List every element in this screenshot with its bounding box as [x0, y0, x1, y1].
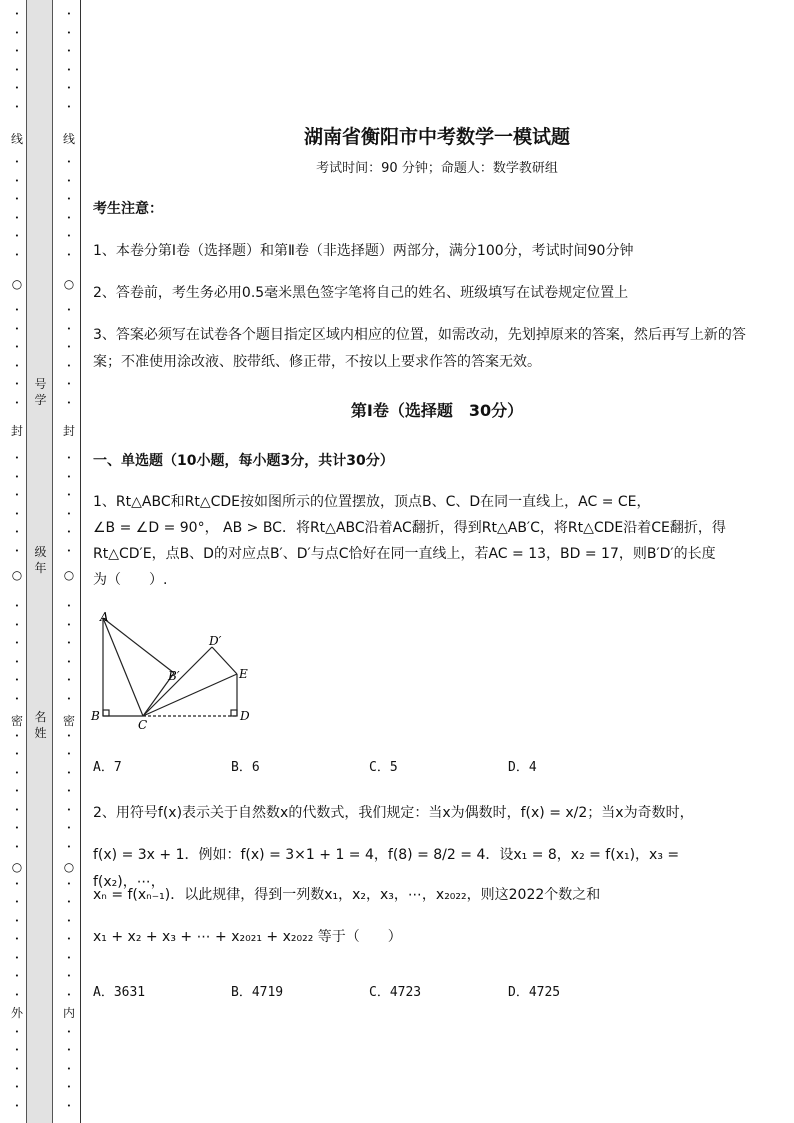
seal-dot: • [14, 805, 20, 814]
seal-dot: • [14, 47, 20, 55]
seal-dot: • [14, 1064, 20, 1073]
question-2-option-a[interactable]: A．3631 [93, 985, 146, 1000]
seal-dot: • [66, 842, 72, 851]
seal-dot: • [14, 916, 20, 925]
seal-dot: • [66, 250, 72, 259]
seal-mark: 线 [10, 132, 23, 146]
seal-dot: • [66, 47, 72, 55]
seal-dot: • [66, 990, 72, 999]
seal-dot: • [14, 528, 20, 536]
student-number-label: 号 学 [34, 377, 47, 407]
seal-dot: • [14, 361, 20, 370]
seal-dot: • [66, 176, 72, 185]
seal-mark: ○ [11, 277, 23, 291]
seal-dot: • [66, 898, 72, 906]
seal-mark: 封 [10, 424, 23, 438]
seal-mark: ○ [11, 568, 23, 582]
question-1-line: 为（ ）. [93, 572, 168, 588]
seal-mark: 线 [62, 132, 75, 146]
seal-mark: 密 [62, 714, 75, 728]
seal-dot: • [14, 546, 20, 555]
notice-item: 3、答案必须写在试卷各个题目指定区域内相应的位置，如需改动，先划掉原来的答案，然后再写上新的答案；不准使用涂改液、胶带纸、修正带，不按以上要求作答的答案无效。 [93, 327, 746, 370]
seal-dot: • [66, 65, 72, 74]
seal-dot: • [66, 158, 72, 166]
seal-dot: • [14, 28, 20, 37]
seal-mark: ○ [11, 860, 23, 874]
grade-label: 级 年 [34, 545, 47, 575]
seal-dot: • [66, 343, 72, 351]
question-1-option-a[interactable]: A．7 [93, 760, 122, 775]
figure-label-e: E [239, 667, 248, 681]
figure-label-c: C [138, 718, 148, 732]
seal-dot: • [14, 213, 20, 222]
seal-dot: • [66, 935, 72, 943]
seal-dot: • [14, 953, 20, 962]
seal-dot: • [14, 472, 20, 481]
seal-dot: • [14, 158, 20, 166]
figure-label-b-prime: B′ [168, 669, 180, 683]
section-title: 一、单选题（10小题，每小题3分，共计30分） [93, 453, 394, 469]
seal-dot: • [14, 491, 20, 499]
seal-dot: • [14, 842, 20, 851]
seal-dot: • [66, 787, 72, 795]
seal-dot: • [14, 731, 20, 740]
seal-dot: • [14, 454, 20, 462]
seal-dot: • [66, 528, 72, 536]
seal-mark: ○ [63, 860, 75, 874]
inner-seal-line [62, 0, 76, 1123]
notice-heading: 考生注意： [93, 201, 163, 217]
seal-dot: • [66, 602, 72, 610]
seal-dot: • [66, 1046, 72, 1054]
seal-dot: • [14, 602, 20, 610]
seal-mark: ○ [63, 277, 75, 291]
question-1-option-c[interactable]: C．5 [369, 760, 398, 775]
seal-dot: • [66, 472, 72, 481]
seal-dot: • [14, 10, 20, 18]
seal-dot: • [66, 620, 72, 629]
seal-dot: • [66, 1064, 72, 1073]
seal-dot: • [14, 306, 20, 314]
seal-dot: • [66, 639, 72, 647]
seal-dot: • [66, 824, 72, 832]
seal-dot: • [66, 676, 72, 684]
seal-dot: • [66, 454, 72, 462]
seal-dot: • [66, 1027, 72, 1036]
seal-mark: 封 [62, 424, 75, 438]
seal-dot: • [66, 953, 72, 962]
seal-dot: • [14, 768, 20, 777]
seal-dot: • [66, 324, 72, 333]
seal-dot: • [66, 694, 72, 703]
question-2-option-b[interactable]: B．4719 [231, 985, 284, 1000]
seal-dot: • [14, 380, 20, 388]
seal-dot: • [66, 102, 72, 111]
question-1-line: 1、Rt△ABC和Rt△CDE按如图所示的位置摆放，顶点B、C、D在同一直线上，AC = CE， [93, 494, 651, 510]
seal-dot: • [66, 84, 72, 92]
seal-dot: • [14, 657, 20, 666]
seal-dot: • [14, 639, 20, 647]
seal-dot: • [14, 84, 20, 92]
seal-dot: • [14, 990, 20, 999]
seal-dot: • [14, 176, 20, 185]
seal-dot: • [66, 491, 72, 499]
notice-item: 1、本卷分第Ⅰ卷（选择题）和第Ⅱ卷（非选择题）两部分，满分100分，考试时间90分钟 [93, 243, 634, 259]
seal-dot: • [14, 676, 20, 684]
question-1-figure [88, 605, 258, 735]
figure-label-a: A [100, 610, 109, 624]
seal-dot: • [66, 879, 72, 888]
outer-seal-line [10, 0, 24, 1123]
seal-dot: • [14, 1027, 20, 1036]
seal-dot: • [66, 306, 72, 314]
seal-dot: • [14, 935, 20, 943]
figure-label-b: B [91, 709, 100, 723]
student-info-strip [26, 0, 53, 1123]
seal-dot: • [66, 546, 72, 555]
seal-dot: • [14, 324, 20, 333]
question-2-option-d[interactable]: D．4725 [508, 985, 561, 1000]
figure-label-d: D [240, 709, 250, 723]
seal-dot: • [14, 1083, 20, 1091]
seal-dot: • [66, 195, 72, 203]
seal-dot: • [14, 1046, 20, 1054]
seal-dot: • [14, 824, 20, 832]
seal-dot: • [66, 232, 72, 240]
seal-dot: • [14, 65, 20, 74]
question-2-option-c[interactable]: C．4723 [369, 985, 422, 1000]
seal-dot: • [14, 1101, 20, 1110]
seal-mark: 密 [10, 714, 23, 728]
notice-item: 2、答卷前，考生务必用0.5毫米黑色签字笔将自己的姓名、班级填写在试卷规定位置上 [93, 285, 629, 301]
seal-dot: • [14, 620, 20, 629]
seal-dot: • [66, 768, 72, 777]
seal-dot: • [14, 250, 20, 259]
seal-dot: • [14, 694, 20, 703]
seal-dot: • [66, 1101, 72, 1110]
seal-dot: • [14, 750, 20, 758]
seal-dot: • [66, 805, 72, 814]
seal-dot: • [14, 509, 20, 518]
seal-dot: • [66, 361, 72, 370]
seal-dot: • [66, 213, 72, 222]
seal-dot: • [66, 1083, 72, 1091]
question-1-option-b[interactable]: B．6 [231, 760, 260, 775]
exam-subtitle: 考试时间：90 分钟；命题人：数学教研组 [316, 161, 558, 176]
seal-dot: • [66, 509, 72, 518]
question-2-line: x₁ + x₂ + x₃ + ⋯ + x₂₀₂₁ + x₂₀₂₂ 等于（ ） [93, 929, 402, 945]
seal-mark: 内 [62, 1006, 75, 1020]
seal-dot: • [14, 102, 20, 111]
seal-dot: • [14, 232, 20, 240]
seal-dot: • [66, 916, 72, 925]
seal-dot: • [66, 28, 72, 37]
seal-dot: • [66, 731, 72, 740]
seal-dot: • [66, 398, 72, 407]
seal-dot: • [14, 787, 20, 795]
question-1-option-d[interactable]: D．4 [508, 760, 537, 775]
question-2-line: f(x) = 3x + 1．例如：f(x) = 3×1 + 1 = 4，f(8) = 8/2 = 4．设x₁ = 8，x₂ = f(x₁)，x₃ = f(x₂)，⋯， [93, 847, 680, 890]
part-title: 第Ⅰ卷（选择题 30分） [350, 401, 524, 420]
figure-label-d-prime: D′ [209, 634, 222, 648]
seal-dot: • [66, 10, 72, 18]
seal-dot: • [14, 398, 20, 407]
seal-mark: ○ [63, 568, 75, 582]
seal-dot: • [66, 972, 72, 980]
seal-dot: • [14, 195, 20, 203]
question-2-line: xₙ = f(xₙ₋₁)．以此规律，得到一列数x₁，x₂，x₃，⋯，x₂₀₂₂，则这2022个数之和 [93, 887, 601, 903]
name-label: 名 姓 [34, 710, 47, 740]
question-1-line: Rt△CD′E，点B、D的对应点B′、D′与点C恰好在同一直线上，若AC = 13，BD = 17，则B′D′的长度 [93, 546, 716, 562]
question-1-line: ∠B = ∠D = 90°， AB > BC．将Rt△ABC沿着AC翻折，得到Rt△AB′C，将Rt△CDE沿着CE翻折，得 [93, 520, 726, 536]
seal-mark: 外 [10, 1006, 23, 1020]
seal-dot: • [14, 898, 20, 906]
seal-dot: • [66, 750, 72, 758]
exam-title: 湖南省衡阳市中考数学一模试题 [303, 126, 570, 148]
seal-dot: • [66, 380, 72, 388]
seal-dot: • [14, 879, 20, 888]
seal-dot: • [66, 657, 72, 666]
seal-dot: • [14, 343, 20, 351]
question-2-line: 2、用符号f(x)表示关于自然数x的代数式，我们规定：当x为偶数时，f(x) = x/2；当x为奇数时， [93, 805, 694, 821]
seal-dot: • [14, 972, 20, 980]
